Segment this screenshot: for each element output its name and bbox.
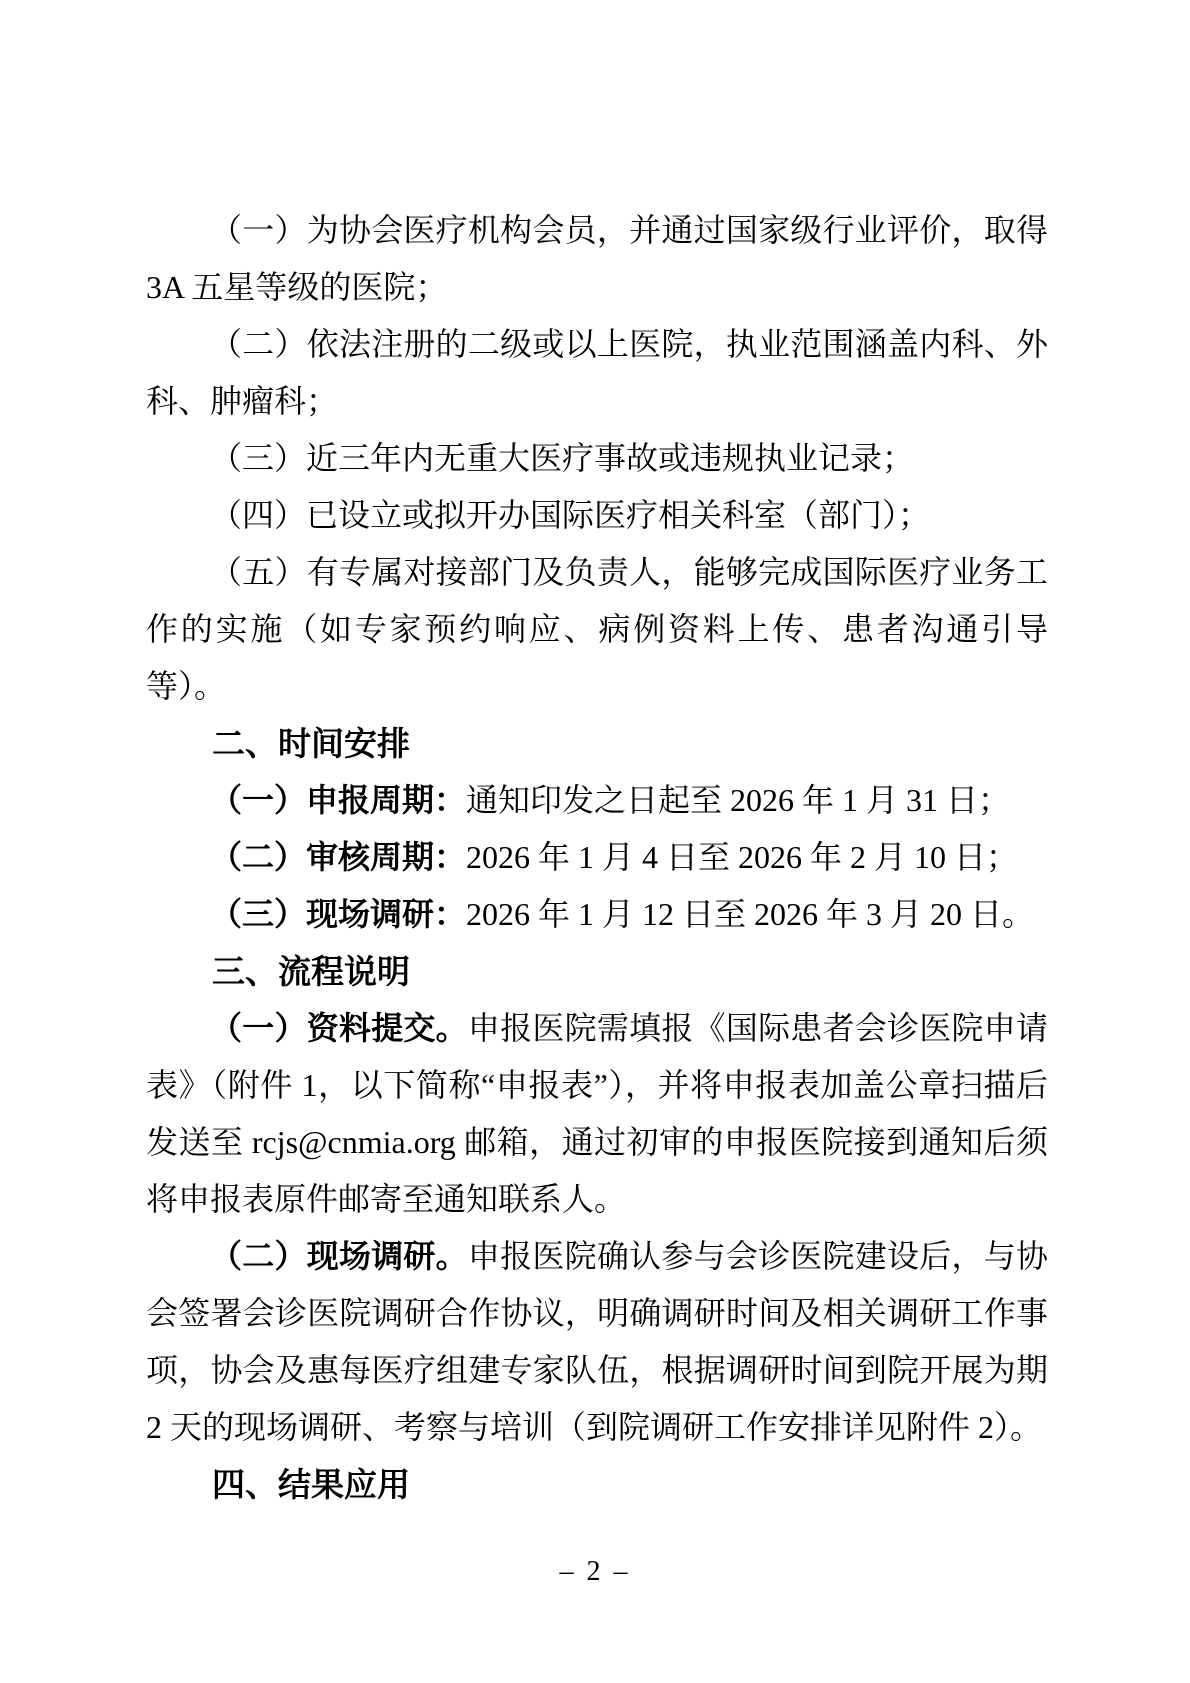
email-address: rcjs@cnmia.org — [251, 1124, 456, 1160]
process-item-site-visit — [146, 1228, 1048, 1456]
schedule-item-2-text: 2026 年 1 月 4 日至 2026 年 2 月 10 日； — [466, 839, 1019, 875]
process-item-submission-text-1: 申报医院需填报《国际患者会诊医院申请表》（附件 1，以下简称“申报表”），并将申报表加盖公章扫描后发送至 — [146, 1010, 1048, 1160]
eligibility-item-1: （一）为协会医疗机构会员，并通过国家级行业评价，取得 3A 五星等级的医院； — [146, 212, 1048, 305]
process-item-submission-text-2: 邮箱，通过初审的申报医院接到通知后须将申报表原件邮寄至通知联系人。 — [146, 1124, 1048, 1217]
process-item-site-visit-text: 申报医院确认参与会诊医院建设后，与协会签署会诊医院调研合作协议，明确调研时间及相关调研工作事项，协会及惠每医疗组建专家队伍，根据调研时间到院开展为期 2 天的现场调研、考察与培训（到院调研工作安排详见附件 2）。 — [146, 1238, 1048, 1445]
process-item-submission — [146, 1000, 1048, 1228]
schedule-item-3-text: 2026 年 1 月 12 日至 2026 年 3 月 20 日。 — [466, 896, 1035, 932]
eligibility-item-3: （三）近三年内无重大医疗事故或违规执业记录； — [210, 440, 915, 476]
eligibility-item-4: （四）已设立或拟开办国际医疗相关科室（部门）； — [210, 497, 931, 533]
eligibility-item-5: （五）有专属对接部门及负责人，能够完成国际医疗业务工作的实施（如专家预约响应、病例资料上传、患者沟通引导等）。 — [146, 554, 1048, 704]
schedule-item-3-lead: （三）现场调研： — [210, 896, 467, 932]
document-body — [146, 202, 1048, 1513]
schedule-item-1-text: 通知印发之日起至 2026 年 1 月 31 日； — [466, 782, 1011, 818]
schedule-item-2 — [146, 829, 1048, 886]
schedule-item-2-lead: （二）审核周期： — [210, 839, 467, 875]
section-heading-process: 三、流程说明 — [212, 953, 410, 990]
process-item-submission-lead: （一）资料提交。 — [210, 1010, 468, 1046]
eligibility-item-2: （二）依法注册的二级或以上医院，执业范围涵盖内科、外科、肿瘤科； — [146, 326, 1048, 419]
schedule-item-1-lead: （一）申报周期： — [210, 782, 467, 818]
schedule-item-1 — [146, 772, 1048, 829]
page-number: – 2 – — [559, 1556, 631, 1587]
section-heading-results: 四、结果应用 — [212, 1466, 410, 1503]
section-heading-schedule: 二、时间安排 — [212, 725, 410, 762]
process-item-site-visit-lead: （二）现场调研。 — [210, 1238, 468, 1274]
schedule-item-3 — [146, 886, 1048, 943]
